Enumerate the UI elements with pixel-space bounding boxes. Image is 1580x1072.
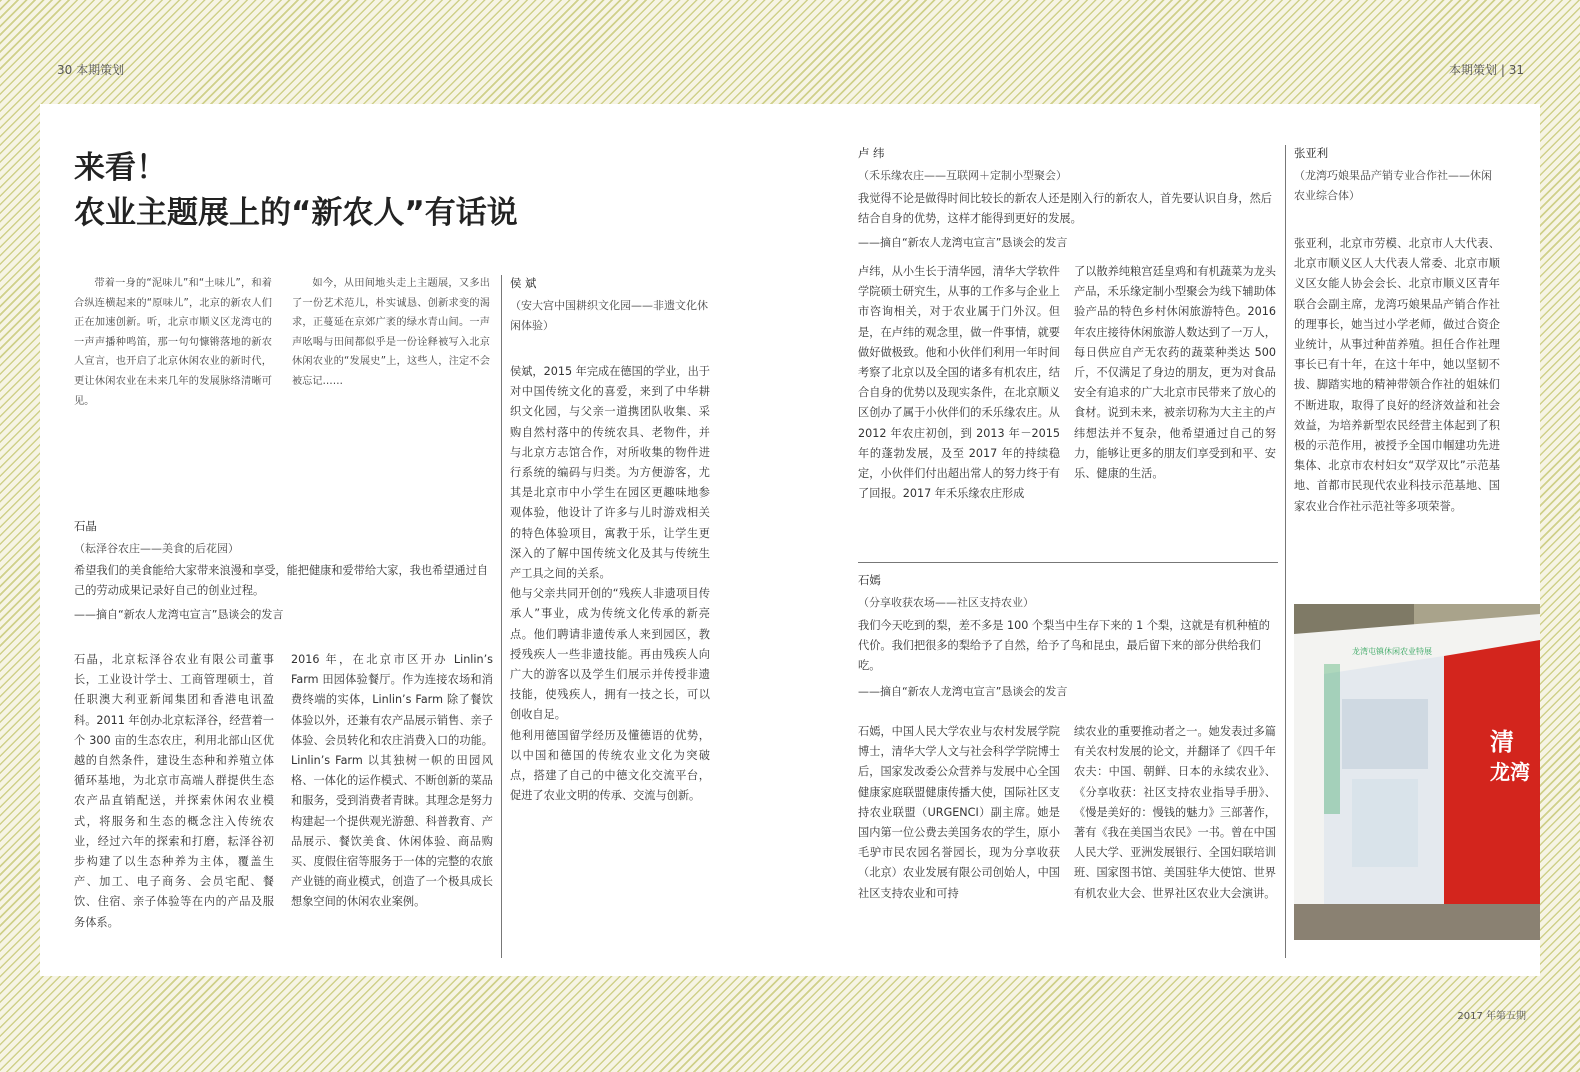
exhibition-sign-big-2: 龙湾	[1490, 760, 1530, 784]
exhibition-sign-big-1: 清	[1490, 728, 1514, 756]
bio-houbin-para1: 侯斌，2015 年完成在德国的学业，出于对中国传统文化的喜爱，来到了中华耕织文化园，与父亲一道携团队收集、采购自然村落中的传统农具、老物件，并与北京方志馆合作，对所收集的物件进行系统的编码与归类。为方便游客，尤其是北京市中小学生在园区更趣味地参观体验，他设计了许多与儿时游戏相关的特色体验项目，寓教于乐，让学生更深入的了解中国传统文化及其与传统生产工具之间的关系。	[510, 365, 710, 581]
bio-shijing-col1: 石晶，北京耘泽谷农业有限公司董事长，工业设计学士、工商管理硕士，首任职澳大利亚新闻集团和香港电讯盈科。2011 年创办北京耘泽谷，经营着一个 300 亩的生态农庄，利用北部山区优越的自然条件，建设生态种和养殖立体循环基地，为北京市高端人群提供生态农产品直销配送，并探索休闲农业模式，将服务和生态的概念注入传统农业，经过六年的探索和打磨，耘泽谷初步构建了以生态种养为主体，覆盖生产、加工、电子商务、会员宅配、餐饮、住宿、亲子体验等在内的产品及服务体系。	[74, 653, 274, 929]
column-divider	[501, 275, 502, 958]
profile-affiliation-luwei: （禾乐缘农庄——互联网＋定制小型聚会）	[858, 169, 1067, 182]
quote-shijing: 希望我们的美食能给大家带来浪漫和享受，能把健康和爱带给大家，我也希望通过自己的劳动成果记录好自己的创业过程。	[74, 564, 488, 598]
bio-shiyan-col2: 续农业的重要推动者之一。她发表过多篇有关农村发展的论文，并翻译了《四千年农夫：中国、朝鲜、日本的永续农业》、《分享收获：社区支持农业指导手册》、《慢是美好的：慢钱的魅力》三部著作，著有《我在美国当农民》一书。曾在中国人民大学、亚洲发展银行、全国妇联培训班、国家图书馆、美国驻华大使馆、世界有机农业大会、世界社区农业大会演讲。	[1074, 725, 1276, 900]
profile-name-shiyan: 石嫣	[858, 573, 881, 587]
profile-name-shijing: 石晶	[74, 519, 97, 533]
issue-footer: 2017 年第五期	[1457, 1011, 1526, 1022]
profile-affiliation-houbin: （安大宫中国耕织文化园——非遗文化休闲体验）	[510, 299, 708, 332]
article-title-line1: 来看！	[74, 150, 167, 186]
profile-affiliation-shiyan: （分享收获农场——社区支持农业）	[858, 596, 1034, 609]
exhibition-sign-small: 龙湾屯镇休闲农业特展	[1352, 647, 1432, 656]
column-divider-right	[1285, 145, 1286, 958]
intro-col-1: 带着一身的“泥味儿”和“土味儿”，和着合纵连横起来的“原味儿”，北京的新农人们正在加速创新。听，北京市顺义区龙湾屯的一声声播种鸣笛，那一句句慷锵落地的新农人宣言，也开启了北京休闲农业的新时代，更让休闲农业在未来几年的发展脉络清晰可见。	[74, 278, 272, 407]
bio-shiyan-col1: 石嫣，中国人民大学农业与农村发展学院博士，清华大学人文与社会科学学院博士后，国家发改委公众营养与发展中心全国健康家庭联盟健康传播大使，国际社区支持农业联盟（URGENCI）副主席。她是国内第一位公费去美国务农的学生，原小毛驴市民农园名誉园长，现为分享收获（北京）农业发展有限公司创始人，中国社区支持农业和可持	[858, 725, 1060, 900]
profile-name-houbin: 侯 斌	[510, 276, 537, 290]
exhibition-photo	[1294, 604, 1540, 940]
article-title-line2: 农业主题展上的“新农人”有话说	[74, 195, 518, 231]
left-page-number: 30 本期策划	[57, 63, 125, 77]
bio-houbin-para2: 他与父亲共同开创的“残疾人非遗项目传承人”事业，成为传统文化传承的新亮点。他们聘请非遗传承人来到园区，教授残疾人一些非遗技能。再由残疾人向广大的游客以及学生们展示并传授非遗技能，使残疾人，拥有一技之长，可以创收自足。	[510, 587, 710, 722]
profile-affiliation-zhangyali: （龙湾巧娘果品产销专业合作社——休闲农业综合体）	[1294, 169, 1492, 202]
profile-name-zhangyali: 张亚利	[1294, 146, 1329, 160]
bio-luwei-col2: 了以散养纯粮宫廷皇鸡和有机蔬菜为龙头产品，禾乐缘定制小型聚会为线下辅助体验产品的特色乡村休闲旅游特色。2016 年农庄接待休闲旅游人数达到了一万人，每日供应自产无农药的蔬菜种类达 500 斤，不仅满足了身边的朋友，更为对食品安全有追求的广大北京市民带来了放心的食材。说到未来，被亲切称为大主主的卢纬想法并不复杂，他希望通过自己的努力，能够让更多的朋友们享受到和平、安乐、健康的生活。	[1074, 265, 1276, 481]
bio-zhangyali: 张亚利，北京市劳模、北京市人大代表、北京市顺义区人大代表人常委、北京市顺义区女能人协会会长、北京市顺义区青年联合会副主席，龙湾巧娘果品产销合作社的理事长，她当过小学老师，做过合资企业统计，从事过种苗养殖。担任合作社理事长已有十年，在这十年中，她以坚韧不拔、脚踏实地的精神带领合作社的姐妹们不断进取，取得了良好的经济效益和社会效益，为培养新型农民经营主体起到了积极的示范作用，被授予全国巾帼建功先进集体、北京市农村妇女“双学双比”示范基地、首都市民现代农业科技示范基地、国家农业合作社示范社等多项荣誉。	[1294, 237, 1500, 513]
right-page-number: 本期策划 | 31	[1449, 63, 1524, 77]
quote-source-luwei: ——摘自“新农人龙湾屯宣言”恳谈会的发言	[858, 236, 1068, 249]
quote-source-shiyan: ——摘自“新农人龙湾屯宣言”恳谈会的发言	[858, 685, 1068, 698]
bio-houbin	[510, 362, 710, 806]
intro-col-2: 如今，从田间地头走上主题展，又多出了一份艺术范儿，朴实诚恳、创新求变的渴求，正蔓延在京郊广袤的绿水青山间。一声声吆喝与田间都似乎是一份诠释被写入北京休闲农业的“发展史”上，这些人，注定不会被忘记……	[292, 278, 490, 387]
bio-luwei-col1: 卢纬，从小生长于清华园，清华大学软件学院硕士研究生，从事的工作多与企业上市咨询相关，对于农业属于门外汉。但是，在卢纬的观念里，做一件事情，就要做好做极致。他和小伙伴们利用一年时间考察了北京以及全国的诸多有机农庄，结合自身的优势以及现实条件，在北京顺义区创办了属于小伙伴们的禾乐缘农庄。从 2012 年农庄初创，到 2013 年－2015 年的蓬勃发展，及至 2017 年的持续稳定，小伙伴们付出超出常人的努力终于有了回报。2017 年禾乐缘农庄形成	[858, 265, 1060, 501]
bio-houbin-para3: 他利用德国留学经历及懂德语的优势，以中国和德国的传统农业文化为突破点，搭建了自己的中德文化交流平台，促进了农业文明的传承、交流与创新。	[510, 728, 710, 803]
quote-shiyan: 我们今天吃到的梨，差不多是 100 个梨当中生存下来的 1 个梨，这就是有机种植的代价。我们把很多的梨给予了自然，给予了鸟和昆虫，最后留下来的部分供给我们吃。	[858, 619, 1270, 673]
bio-shijing-col2: 2016 年，在北京市区开办 Linlin’s Farm 田园体验餐厅。作为连接农场和消费终端的实体，Linlin’s Farm 除了餐饮体验以外，还兼有农产品展示销售、亲子体验、会员转化和农庄消费入口的功能。Linlin’s Farm 以其独树一帜的田园风格、一体化的运作模式、不断创新的菜品和服务，受到消费者青睐。其理念是努力构建起一个提供观光游憩、科普教育、产品展示、餐饮美食、休闲体验、商品购买、度假住宿等服务于一体的完整的农旅产业链的商业模式，创造了一个极具成长想象空间的休闲农业案例。	[291, 653, 493, 909]
section-divider	[858, 562, 1278, 563]
profile-name-luwei: 卢 纬	[858, 146, 885, 160]
quote-source-shijing: ——摘自“新农人龙湾屯宣言”恳谈会的发言	[74, 608, 284, 621]
profile-affiliation-shijing: （耘泽谷农庄——美食的后花园）	[74, 542, 239, 555]
quote-luwei: 我觉得不论是做得时间比较长的新农人还是刚入行的新农人，首先要认识自身，然后结合自身的优势，这样才能得到更好的发展。	[858, 192, 1272, 226]
